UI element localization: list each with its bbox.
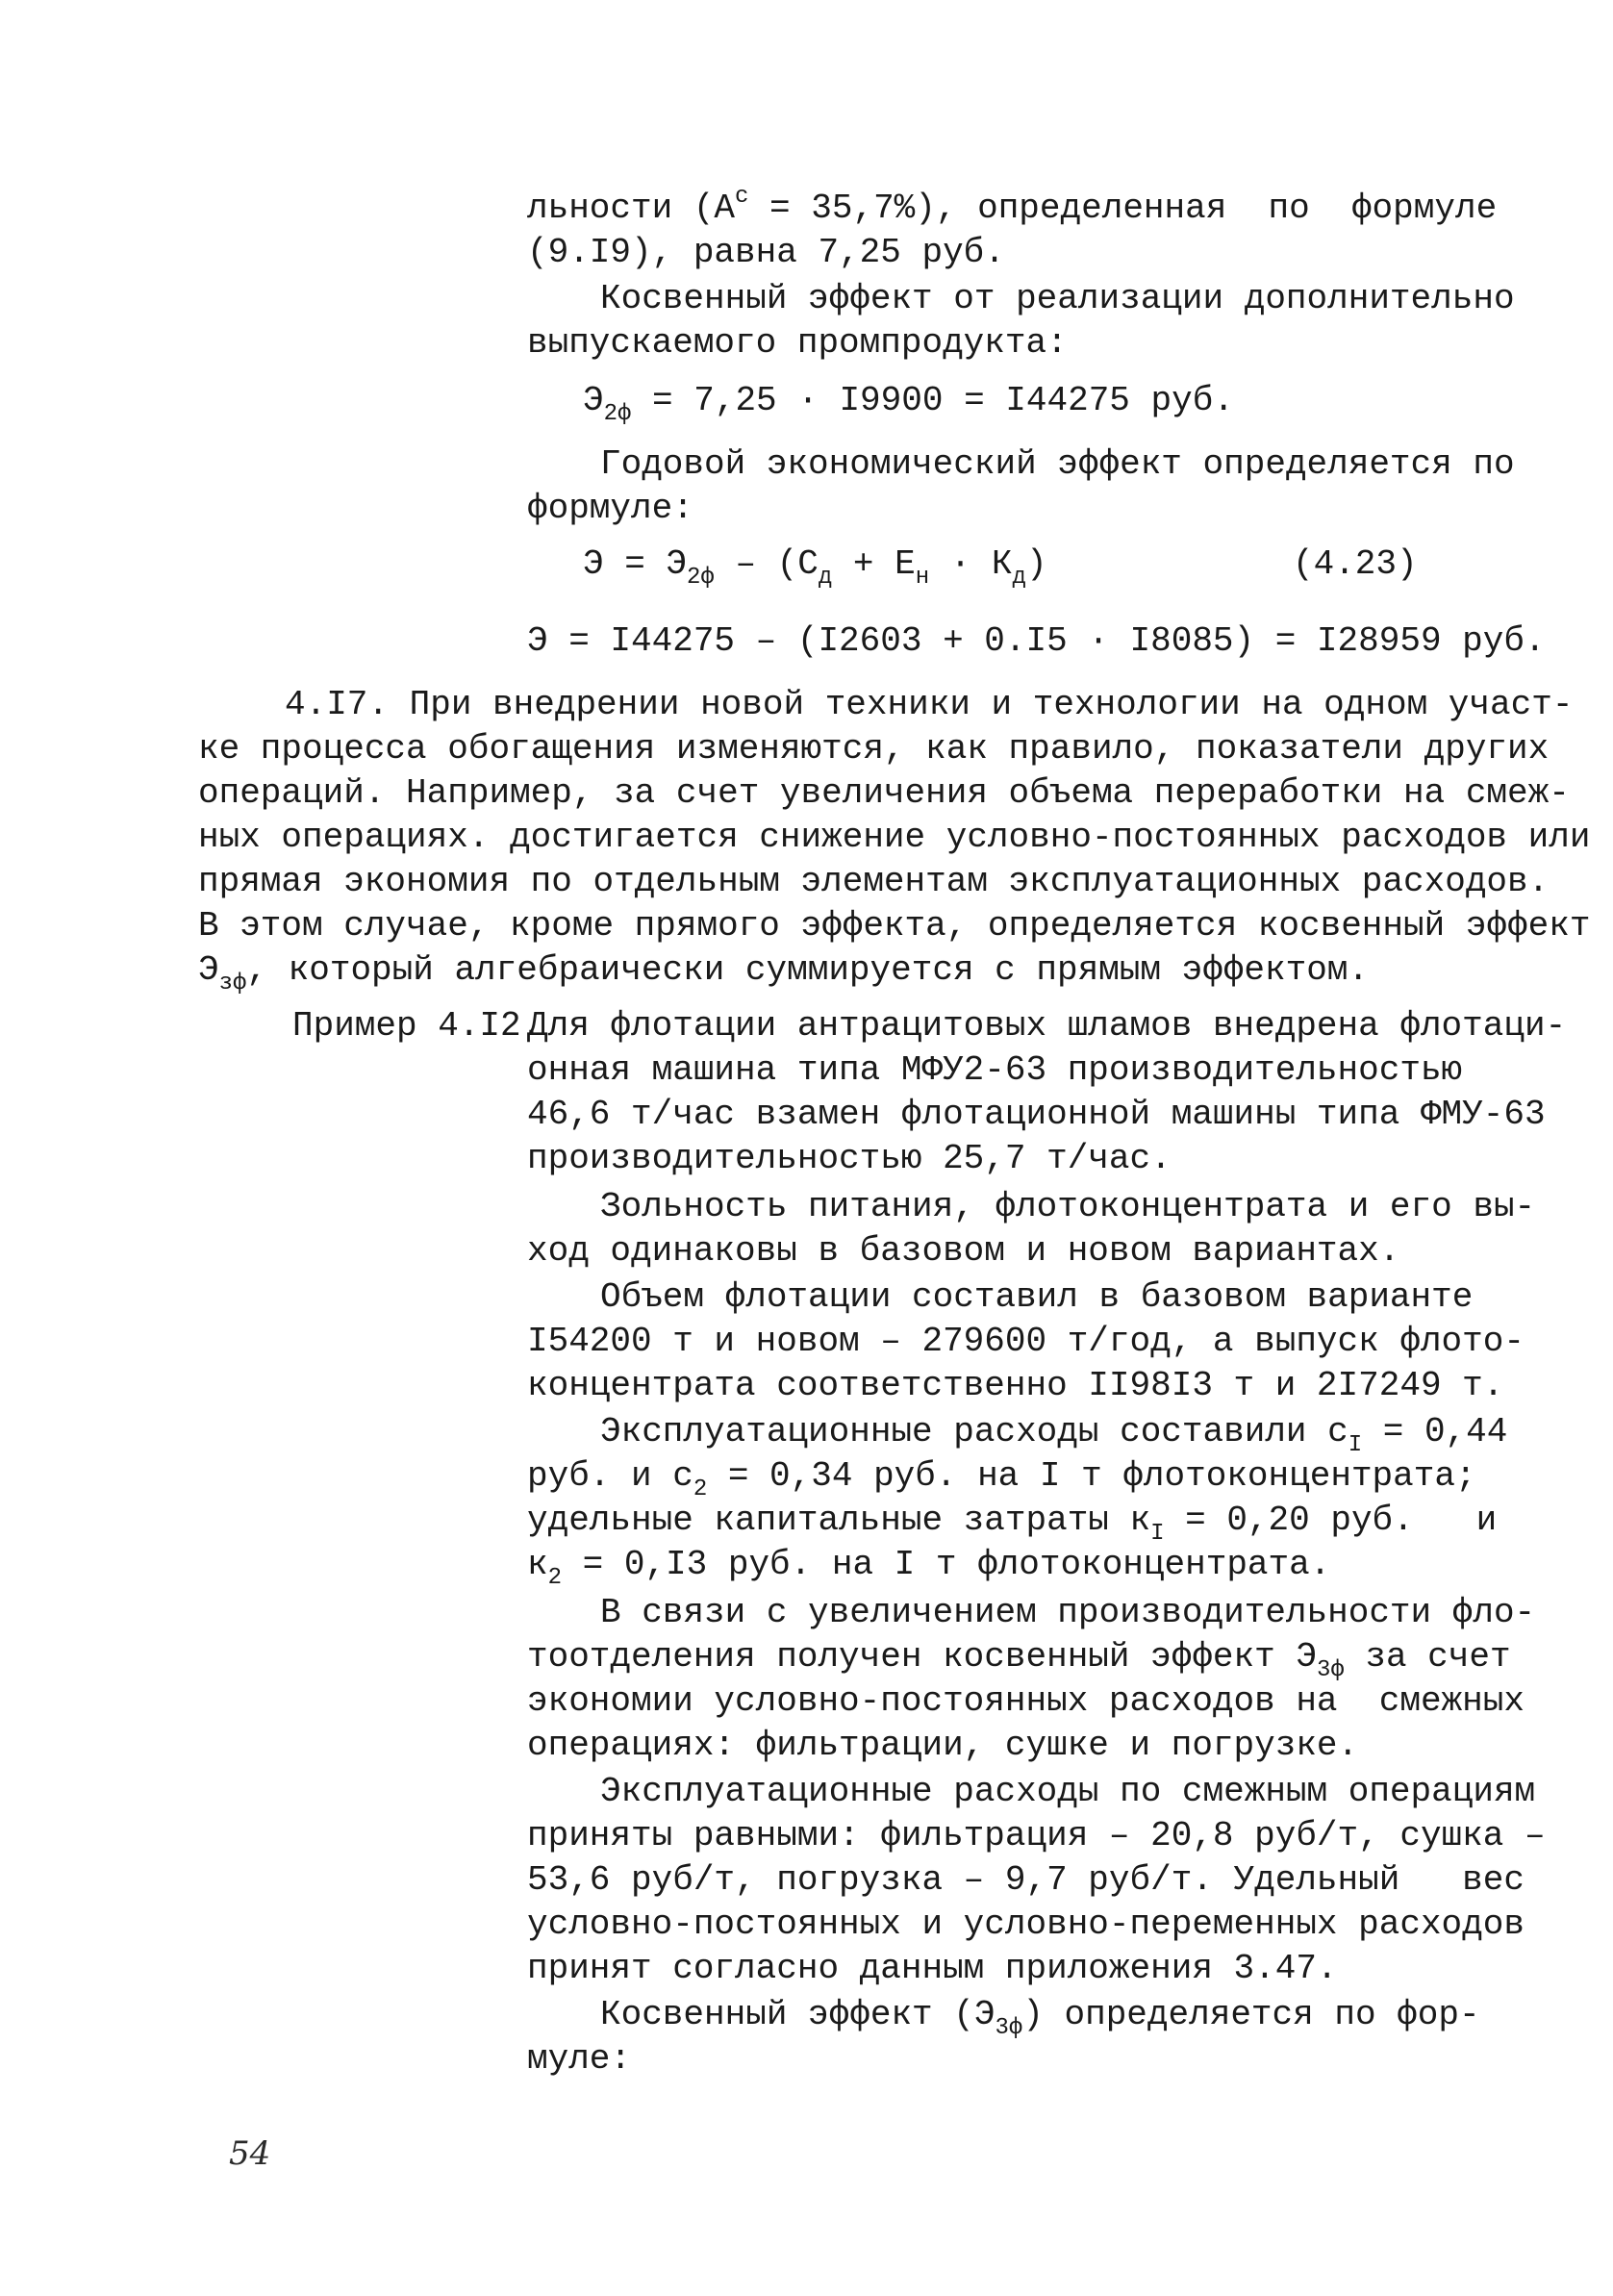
equation: Э = I44275 – (I2603 + 0.I5 · I8085) = I28959 руб. <box>527 621 1546 661</box>
text-line: ке процесса обогащения изменяются, как правило, показатели других <box>198 729 1550 769</box>
text-line: условно-постоянных и условно-переменных расходов <box>527 1905 1525 1944</box>
text-line: Эксплуатационные расходы по смежным операциям <box>600 1772 1536 1811</box>
text-line: Косвенный эффект $(Э_{3ф})$ определяется по фор- <box>600 1995 1480 2041</box>
equation-4-23: $Э = Э_{2ф} - (С_д + Е_н \cdot К_д)$ <box>583 544 1047 591</box>
text-line: 4.I7. При внедрении новой техники и технологии на одном участ- <box>285 685 1574 724</box>
text-line: В связи с увеличением производительности фло- <box>600 1593 1536 1632</box>
text-line: Зольность питания, флотоконцентрата и его вы- <box>600 1187 1536 1226</box>
text-line: Объем флотации составил в базовом варианте <box>600 1277 1474 1317</box>
text-line: производительностью 25,7 т/час. <box>527 1139 1172 1178</box>
text-line: муле: <box>527 2039 632 2079</box>
text-line: льности $(А^с = 35,7\%)$, определенная по формуле <box>527 184 1498 228</box>
text-line: В этом случае, кроме прямого эффекта, определяется косвенный эффект <box>198 906 1591 946</box>
equation-number: (4.23) <box>1293 544 1418 584</box>
text-line: ход одинаковы в базовом и новом вариантах. <box>527 1231 1400 1271</box>
text-line: 53,6 руб/т, погрузка – 9,7 руб/т. Удельный вес <box>527 1860 1525 1900</box>
text-line: Косвенный эффект от реализации дополнительно <box>600 279 1515 318</box>
text-line: $Э_{зф}$, который алгебраически суммируется с прямым эффектом. <box>198 950 1370 997</box>
text-line: приняты равными: фильтрация – 20,8 руб/т, сушка – <box>527 1816 1546 1855</box>
text-line: I54200 т и новом – 279600 т/год, а выпуск флото- <box>527 1322 1525 1361</box>
text-line: удельные капитальные затраты $к_I = 0,20$ руб. и <box>527 1501 1498 1547</box>
text-line: принят согласно данным приложения 3.47. <box>527 1949 1338 1988</box>
text-line: онная машина типа МФУ2-63 производительностью <box>527 1050 1463 1090</box>
equation: $Э_{2ф} = 7,25 \cdot I9900 = I44275$ руб. <box>583 381 1234 427</box>
text-line: ных операциях. достигается снижение условно-постоянных расходов или <box>198 818 1591 857</box>
text-line: формуле: <box>527 489 693 528</box>
text-line: экономии условно-постоянных расходов на смежных <box>527 1681 1525 1721</box>
text-line: $к_2 = 0,I3$ руб. на I т флотоконцентрата. <box>527 1545 1331 1591</box>
example-label: Пример 4.I2. <box>292 1006 542 1046</box>
text-line: руб. и $с_2 = 0,34$ руб. на I т флотоконцентрата; <box>527 1456 1476 1502</box>
text-line: выпускаемого промпродукта: <box>527 323 1068 363</box>
text-line: 46,6 т/час взамен флотационной машины типа ФМУ-63 <box>527 1095 1546 1134</box>
text-line: тоотделения получен косвенный эффект $Э_{3ф}$ за счет <box>527 1637 1511 1683</box>
text-line: операций. Например, за счет увеличения объема переработки на смеж- <box>198 773 1570 813</box>
page-number: 54 <box>229 2134 271 2173</box>
text-line: Для флотации антрацитовых шламов внедрена флотаци- <box>527 1006 1567 1046</box>
text-line: Годовой экономический эффект определяется по <box>600 444 1515 484</box>
text-line: (9.I9), равна 7,25 руб. <box>527 233 1005 272</box>
text-line: концентрата соответственно II98I3 т и 2I7249 т. <box>527 1366 1504 1405</box>
text-line: операциях: фильтрации, сушке и погрузке. <box>527 1726 1359 1765</box>
text-line: Эксплуатационные расходы составили $с_I = 0,44$ <box>600 1412 1508 1458</box>
text-line: прямая экономия по отдельным элементам эксплуатационных расходов. <box>198 862 1550 901</box>
